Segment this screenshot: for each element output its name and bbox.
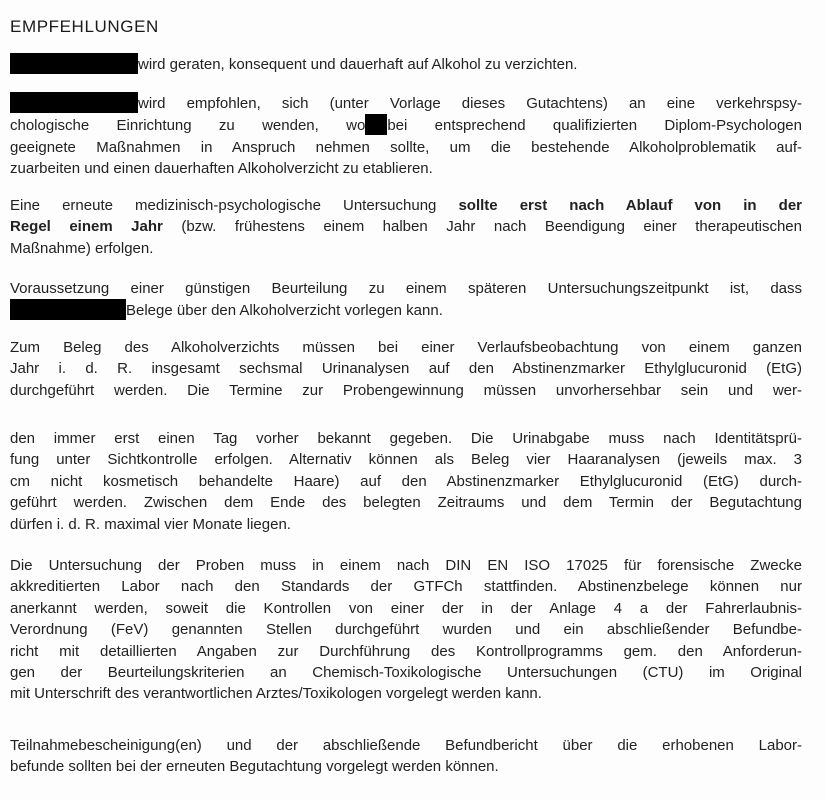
text-line: Maßnahme) erfolgen. (10, 239, 154, 257)
text-line: gen der Beurteilungskriterien an Chemisch-Toxikologische Untersuchungen (CTU) im Original (10, 664, 802, 682)
paragraph-urinalysis (10, 337, 802, 401)
text-span: bei entsprechend qualifizierten Diplom-Psychologen (387, 117, 802, 135)
text-line: geeignete Maßnahmen in Anspruch nehmen sollte, um die bestehende Alkoholproblematik auf- (10, 138, 802, 156)
section-heading: EMPFEHLUNGEN (10, 17, 159, 36)
text-line: Teilnahmebescheinigung(en) und der abschließende Befundbericht über die erhobenen Labor- (10, 737, 802, 754)
text-line: befunde sollten bei der erneuten Begutachtung vorgelegt werden können. (10, 758, 499, 776)
text-line: geführt werden. Zwischen dem Ende des belegten Zeitraums und dem Termin der Begutachtung (10, 494, 802, 512)
text-line: mit Unterschrift des verantwortlichen Arztes/Toxikologen vorgelegt werden kann. (10, 685, 542, 703)
text-line: anerkannt werden, soweit die Kontrollen von einer der in der Anlage 4 a der Fahrerlaubnis- (10, 599, 802, 617)
bold-text: sollte erst nach Ablauf von in der (458, 197, 803, 214)
text-line (10, 216, 802, 237)
bold-text: Regel einem Jahr (10, 218, 163, 236)
text-line: richt mit detaillierten Angaben zur Durchführung des Kontrollprogramms gem. den Anforderun- (10, 642, 802, 660)
redaction-block (365, 114, 387, 135)
text-line: dürfen i. d. R. maximal vier Monate liegen. (10, 515, 291, 533)
redaction-block (10, 299, 126, 320)
redaction-block (10, 53, 138, 74)
text-line: akkreditierten Labor nach den Standards der GTFCh stattfinden. Abstinenzbelege können nur (10, 578, 802, 596)
text-line (10, 53, 802, 75)
text-span: (bzw. frühestens einem halben Jahr nach Beendigung einer therapeutischen (162, 218, 802, 236)
text-line: Die Untersuchung der Proben muss in einem nach DIN EN ISO 17025 für forensische Zwecke (10, 557, 802, 574)
text-line: fung unter Sichtkontrolle erfolgen. Alternativ können als Beleg vier Haaranalysen (jeweils max. 3 (10, 451, 802, 469)
text-line: Jahr i. d. R. insgesamt sechsmal Urinanalysen auf den Abstinenzmarker Ethylglucuronid (EtG) (10, 360, 802, 378)
text-line: den immer erst einen Tag vorher bekannt gegeben. Die Urinabgabe muss nach Identitätsprü- (10, 430, 802, 447)
text-line: Zum Beleg des Alkoholverzichts müssen bei einer Verlaufsbeobachtung von einem ganzen (10, 339, 802, 356)
paragraph-laboratory-standards (10, 555, 802, 705)
paragraph-reexamination (10, 195, 802, 259)
paragraph-abstinence-advice (10, 53, 802, 75)
text-span: Belege über den Alkoholverzicht vorlegen kann. (126, 302, 443, 320)
paragraph-prerequisite (10, 278, 802, 322)
text-line (10, 92, 802, 114)
text-line (10, 299, 802, 321)
text-line: durchgeführt werden. Die Termine zur Probengewinnung müssen unvorhersehbar sein und wer- (10, 381, 802, 399)
text-line: cm nicht kosmetisch behandelte Haare) auf den Abstinenzmarker Ethylglucuronid (EtG) durch- (10, 472, 802, 490)
text-span: wird geraten, konsequent und dauerhaft auf Alkohol zu verzichten. (138, 56, 578, 73)
paragraph-psychology-recommendation (10, 92, 802, 180)
text-span: chologische Einrichtung zu wenden, wo (10, 117, 366, 135)
text-line: Voraussetzung einer günstigen Beurteilung zu einem späteren Untersuchungszeitpunkt ist, dass (10, 280, 802, 297)
text-span: Eine erneute medizinisch-psychologische Untersuchung (10, 197, 459, 214)
text-span: wird empfohlen, sich (unter Vorlage dieses Gutachtens) an eine verkehrspsy- (138, 95, 802, 112)
paragraph-certificates (10, 735, 802, 778)
text-line: zuarbeiten und einen dauerhaften Alkoholverzicht zu etablieren. (10, 160, 433, 178)
paragraph-hair-analysis (10, 428, 802, 535)
redaction-block (10, 92, 138, 113)
text-line (10, 114, 802, 136)
text-line (10, 195, 802, 216)
text-line: Verordnung (FeV) genannten Stellen durchgeführt wurden und ein abschließender Befundbe- (10, 621, 802, 639)
